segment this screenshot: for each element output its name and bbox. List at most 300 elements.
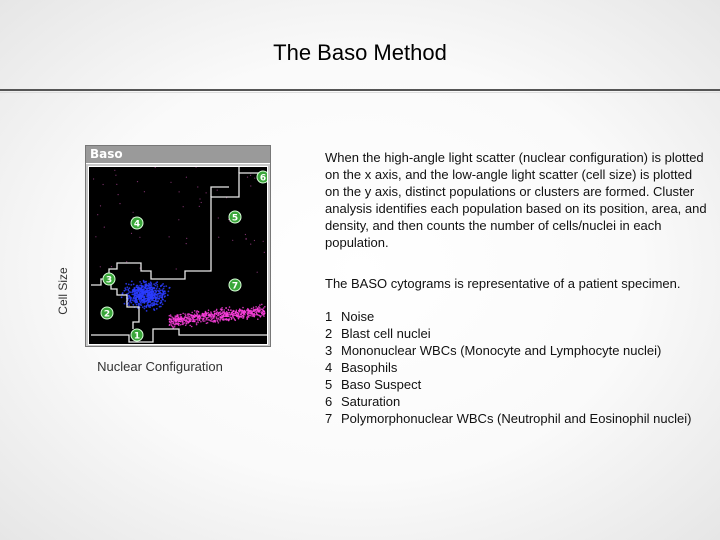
scatter-dot	[205, 312, 207, 314]
scatter-dot	[161, 297, 163, 299]
scatter-dot	[157, 286, 159, 288]
scatter-dot	[168, 291, 170, 293]
scatter-dot	[144, 296, 146, 298]
scatter-dot	[221, 308, 223, 310]
scatter-dot	[234, 312, 236, 314]
cluster-marker-5	[229, 211, 241, 224]
scatter-dot	[201, 202, 202, 203]
scatter-dot	[161, 301, 163, 303]
scatter-dot	[263, 241, 264, 242]
scatter-dot	[144, 286, 146, 288]
scatter-dot	[257, 307, 259, 309]
scatter-dot	[162, 303, 164, 305]
scatter-dot	[231, 318, 233, 320]
scatter-dot	[206, 317, 208, 319]
scatter-dot	[196, 315, 198, 317]
scatter-dot	[176, 320, 178, 322]
scatter-dot	[179, 191, 180, 192]
legend-label: Blast cell nuclei	[341, 326, 431, 341]
scatter-dot	[230, 309, 232, 311]
scatter-dot	[199, 206, 200, 207]
scatter-dot	[210, 320, 212, 322]
scatter-dot	[186, 322, 188, 324]
scatter-dot	[231, 314, 233, 316]
scatter-dot	[169, 287, 171, 289]
legend-item	[325, 325, 705, 342]
scatter-dot	[191, 326, 193, 328]
scatter-dot	[143, 292, 145, 294]
legend-number: 5	[325, 377, 333, 392]
scatter-dot	[146, 284, 148, 286]
scatter-dot	[130, 291, 132, 293]
scatter-dot	[253, 316, 255, 318]
scatter-dot	[131, 233, 132, 234]
scatter-dot	[194, 314, 196, 316]
scatter-dot	[164, 296, 166, 298]
legend-label: Baso Suspect	[341, 377, 422, 392]
scatter-dot	[212, 317, 214, 319]
scatter-dot	[129, 300, 131, 302]
scatter-dot	[229, 306, 231, 308]
scatter-dot	[135, 290, 137, 292]
scatter-dot	[218, 319, 220, 321]
scatter-dot	[258, 314, 260, 316]
legend-number: 7	[325, 411, 333, 426]
scatter-dot	[246, 310, 248, 312]
scatter-dot	[252, 308, 254, 310]
scatter-dot	[157, 293, 159, 295]
legend-number: 1	[325, 309, 333, 324]
scatter-dot	[215, 320, 217, 322]
scatter-dot	[259, 311, 261, 313]
scatter-dot	[197, 318, 199, 320]
scatter-dot	[137, 181, 138, 182]
scatter-dot	[175, 324, 177, 326]
scatter-dot	[149, 289, 151, 291]
scatter-dot	[240, 316, 242, 318]
scatter-dot	[243, 312, 245, 314]
scatter-dot	[202, 314, 204, 316]
scatter-dot	[201, 315, 203, 317]
scatter-dot	[186, 177, 187, 178]
scatter-dot	[191, 315, 193, 317]
legend-item	[325, 393, 705, 410]
scatter-dot	[246, 313, 248, 315]
scatter-dot	[263, 307, 265, 309]
svg-text:3: 3	[105, 275, 113, 286]
scatter-dot	[197, 186, 198, 187]
x-axis-label: Nuclear Configuration	[97, 359, 223, 374]
scatter-dot	[260, 309, 262, 311]
scatter-dot	[150, 289, 152, 291]
scatter-dot	[128, 290, 130, 292]
scatter-dot	[211, 316, 213, 318]
scatter-dot	[175, 322, 177, 324]
scatter-dot	[224, 312, 226, 314]
scatter-dot	[264, 306, 266, 308]
scatter-dot	[141, 283, 143, 285]
scatter-dot	[208, 312, 210, 314]
scatter-dot	[211, 313, 213, 315]
scatter-dot	[206, 323, 208, 325]
slide-title: The Baso Method	[273, 40, 447, 65]
legend-number: 6	[325, 394, 333, 409]
scatter-dot	[232, 311, 234, 313]
scatter-dot	[172, 316, 174, 318]
scatter-dot	[138, 303, 140, 305]
scatter-dot	[176, 268, 177, 269]
scatter-dot	[252, 313, 254, 315]
legend-number: 2	[325, 326, 333, 341]
scatter-dot	[163, 288, 165, 290]
scatter-dot	[208, 309, 210, 311]
y-axis-label: Cell Size	[56, 267, 70, 315]
scatter-dot	[214, 315, 216, 317]
scatter-dot	[220, 319, 222, 321]
scatter-dot	[254, 240, 255, 241]
cytogram-title-bar	[86, 146, 270, 164]
scatter-dot	[139, 285, 141, 287]
svg-text:6: 6	[259, 173, 267, 184]
scatter-dot	[197, 322, 199, 324]
scatter-dot	[100, 205, 101, 206]
scatter-dot	[176, 318, 178, 320]
scatter-dot	[228, 315, 230, 317]
scatter-dot	[165, 285, 167, 287]
scatter-dot	[128, 292, 130, 294]
scatter-dot	[208, 315, 210, 317]
scatter-dot	[250, 175, 251, 176]
scatter-dot	[124, 290, 126, 292]
scatter-dot	[95, 236, 96, 237]
scatter-dot	[169, 324, 171, 326]
scatter-dot	[162, 299, 164, 301]
scatter-dot	[153, 304, 155, 306]
scatter-dot	[115, 175, 116, 176]
scatter-dot	[225, 315, 227, 317]
scatter-dot	[125, 283, 127, 285]
scatter-dot	[255, 311, 257, 313]
legend-item	[325, 308, 705, 325]
scatter-dot	[151, 297, 153, 299]
scatter-dot	[169, 321, 171, 323]
scatter-dot	[248, 309, 250, 311]
scatter-dot	[247, 317, 249, 319]
scatter-dot	[153, 308, 155, 310]
cluster-marker-3	[103, 273, 115, 286]
scatter-dot	[248, 312, 250, 314]
legend-number: 4	[325, 360, 333, 375]
scatter-dot	[129, 296, 131, 298]
scatter-dot	[238, 310, 240, 312]
scatter-dot	[219, 316, 221, 318]
scatter-dot	[225, 318, 227, 320]
svg-text:4: 4	[133, 219, 141, 230]
scatter-dot	[169, 315, 171, 317]
scatter-dot	[187, 315, 189, 317]
scatter-dot	[163, 286, 165, 288]
scatter-dot	[172, 323, 174, 325]
scatter-dot	[254, 309, 256, 311]
cluster-legend	[325, 308, 705, 427]
scatter-dot	[196, 322, 198, 324]
scatter-dot	[144, 302, 146, 304]
scatter-dot	[255, 306, 257, 308]
scatter-dot	[262, 311, 264, 313]
scatter-dot	[149, 292, 151, 294]
scatter-dot	[240, 313, 242, 315]
legend-item	[325, 359, 705, 376]
scatter-dot	[172, 319, 174, 321]
scatter-dot	[151, 286, 153, 288]
scatter-dot	[194, 310, 196, 312]
cluster-marker-4	[131, 217, 143, 230]
scatter-dot	[151, 291, 153, 293]
scatter-dot	[171, 320, 173, 322]
scatter-dot	[148, 283, 150, 285]
scatter-dot	[211, 319, 213, 321]
scatter-dot	[216, 309, 218, 311]
scatter-dot	[204, 320, 206, 322]
scatter-dot	[180, 324, 182, 326]
scatter-dot	[195, 319, 197, 321]
scatter-dot	[242, 315, 244, 317]
scatter-dot	[118, 194, 119, 195]
scatter-dot	[147, 298, 149, 300]
cluster-marker-6	[257, 171, 267, 184]
scatter-dot	[147, 295, 149, 297]
scatter-dot	[174, 326, 176, 328]
scatter-dot	[182, 321, 184, 323]
scatter-dot	[191, 312, 193, 314]
scatter-dot	[184, 322, 186, 324]
scatter-dot	[232, 240, 233, 241]
scatter-dot	[233, 315, 235, 317]
scatter-dot	[162, 283, 164, 285]
scatter-dot	[194, 320, 196, 322]
scatter-dot	[214, 313, 216, 315]
scatter-dot	[187, 322, 189, 324]
scatter-dot	[209, 313, 211, 315]
scatter-dot	[183, 206, 184, 207]
scatter-dot	[186, 243, 187, 244]
scatter-dot	[125, 289, 127, 291]
scatter-dot	[178, 318, 180, 320]
scatter-dot	[226, 319, 228, 321]
scatter-dot	[199, 198, 200, 199]
scatter-dot	[250, 313, 252, 315]
scatter-dot	[156, 308, 158, 310]
scatter-dot	[177, 321, 179, 323]
scatter-dot	[180, 321, 182, 323]
scatter-dot	[254, 313, 256, 315]
scatter-dot	[254, 178, 255, 179]
title-divider	[0, 89, 720, 91]
scatter-dot	[250, 185, 251, 186]
scatter-dot	[182, 323, 184, 325]
scatter-dot	[155, 303, 157, 305]
scatter-dot	[116, 184, 117, 185]
scatter-dot	[133, 298, 135, 300]
legend-item	[325, 342, 705, 359]
scatter-dot	[228, 312, 230, 314]
scatter-dot	[208, 319, 210, 321]
scatter-dot	[216, 318, 218, 320]
scatter-dot	[186, 238, 187, 239]
scatter-dot	[140, 301, 142, 303]
scatter-dot	[181, 317, 183, 319]
scatter-dot	[130, 284, 132, 286]
scatter-dot	[114, 170, 115, 171]
scatter-dot	[170, 182, 171, 183]
scatter-dot	[222, 311, 224, 313]
scatter-dot	[100, 266, 101, 267]
cluster-marker-2	[101, 307, 113, 320]
scatter-dot	[196, 311, 198, 313]
scatter-dot	[133, 289, 135, 291]
scatter-dot	[264, 312, 266, 314]
scatter-dot	[129, 287, 131, 289]
scatter-dot	[149, 305, 151, 307]
cluster-marker-1	[131, 329, 143, 342]
scatter-dot	[164, 290, 166, 292]
scatter-dot	[262, 314, 264, 316]
scatter-dot	[180, 319, 182, 321]
baso-cytogram-panel	[85, 145, 271, 347]
svg-text:2: 2	[103, 309, 111, 320]
scatter-dot	[155, 282, 157, 284]
scatter-dot	[140, 296, 142, 298]
scatter-dot	[145, 306, 147, 308]
scatter-dot	[223, 309, 225, 311]
scatter-dot	[218, 322, 220, 324]
svg-text:5: 5	[231, 213, 239, 224]
scatter-dot	[147, 304, 149, 306]
scatter-dot	[203, 318, 205, 320]
scatter-dot	[132, 291, 134, 293]
scatter-dot	[136, 293, 138, 295]
scatter-dot	[185, 315, 187, 317]
scatter-dot	[157, 295, 159, 297]
scatter-dot	[263, 315, 265, 317]
scatter-dot	[202, 319, 204, 321]
scatter-dot	[140, 288, 142, 290]
scatter-dot	[223, 315, 225, 317]
scatter-dot	[218, 315, 220, 317]
scatter-dot	[133, 283, 135, 285]
scatter-dot	[153, 291, 155, 293]
scatter-dot	[139, 281, 141, 283]
scatter-dot	[187, 313, 189, 315]
scatter-dot	[261, 304, 263, 306]
scatter-dot	[97, 214, 98, 215]
scatter-dot	[188, 318, 190, 320]
scatter-dot	[131, 281, 133, 283]
scatter-dot	[188, 313, 190, 315]
scatter-dot	[230, 316, 232, 318]
legend-label: Mononuclear WBCs (Monocyte and Lymphocyte nuclei)	[341, 343, 662, 358]
scatter-dot	[151, 294, 153, 296]
scatter-dot	[132, 304, 134, 306]
scatter-dot	[128, 304, 130, 306]
scatter-dot	[258, 307, 260, 309]
scatter-dot	[156, 284, 158, 286]
legend-label: Saturation	[341, 394, 401, 409]
title-divider-highlight	[0, 92, 720, 93]
scatter-dot	[184, 313, 186, 315]
legend-item	[325, 376, 705, 393]
scatter-dot	[236, 315, 238, 317]
legend-label: Polymorphonuclear WBCs (Neutrophil and Eosinophil nuclei)	[341, 411, 692, 426]
scatter-dot	[197, 320, 199, 322]
scatter-dot	[199, 319, 201, 321]
scatter-dot	[251, 308, 253, 310]
scatter-dot	[253, 307, 255, 309]
scatter-dot	[171, 323, 173, 325]
cluster-marker-7	[229, 279, 241, 292]
scatter-dot	[158, 290, 160, 292]
legend-label: Noise	[341, 309, 375, 324]
cytogram-plot	[88, 166, 268, 345]
scatter-dot	[237, 312, 239, 314]
scatter-dot	[178, 323, 180, 325]
scatter-dot	[219, 320, 221, 322]
scatter-dot	[194, 316, 196, 318]
scatter-dot	[222, 313, 224, 315]
scatter-dot	[189, 325, 191, 327]
scatter-dot	[140, 304, 142, 306]
scatter-dot	[178, 316, 180, 318]
scatter-dot	[198, 311, 200, 313]
scatter-dot	[247, 177, 248, 178]
scatter-dot	[200, 317, 202, 319]
scatter-dot	[154, 295, 156, 297]
scatter-dot	[159, 306, 161, 308]
scatter-dot	[172, 321, 174, 323]
scatter-dot	[210, 315, 212, 317]
scatter-dot	[257, 272, 258, 273]
scatter-dot	[189, 320, 191, 322]
scatter-dot	[244, 310, 246, 312]
scatter-dot	[153, 283, 155, 285]
scatter-dot	[152, 288, 154, 290]
scatter-dot	[143, 281, 145, 283]
representative-note: The BASO cytograms is representative of a patient specimen.	[325, 276, 681, 291]
scatter-dot	[186, 317, 188, 319]
scatter-dot	[159, 288, 161, 290]
scatter-dot	[142, 306, 144, 308]
scatter-dot	[218, 217, 219, 218]
scatter-dot	[134, 295, 136, 297]
scatter-dot	[128, 284, 130, 286]
scatter-dot	[167, 294, 169, 296]
scatter-dot	[196, 324, 198, 326]
cytogram-title: Baso	[90, 147, 123, 161]
scatter-dot	[177, 315, 179, 317]
scatter-dot	[134, 301, 136, 303]
svg-text:7: 7	[231, 281, 239, 292]
scatter-dot	[136, 304, 138, 306]
scatter-dot	[171, 325, 173, 327]
scatter-dot	[146, 310, 148, 312]
scatter-dot	[126, 261, 127, 262]
scatter-dot	[200, 321, 202, 323]
scatter-dot	[121, 296, 123, 298]
scatter-dot	[145, 298, 147, 300]
scatter-dot	[150, 283, 152, 285]
scatter-dot	[178, 324, 180, 326]
scatter-dot	[163, 293, 165, 295]
